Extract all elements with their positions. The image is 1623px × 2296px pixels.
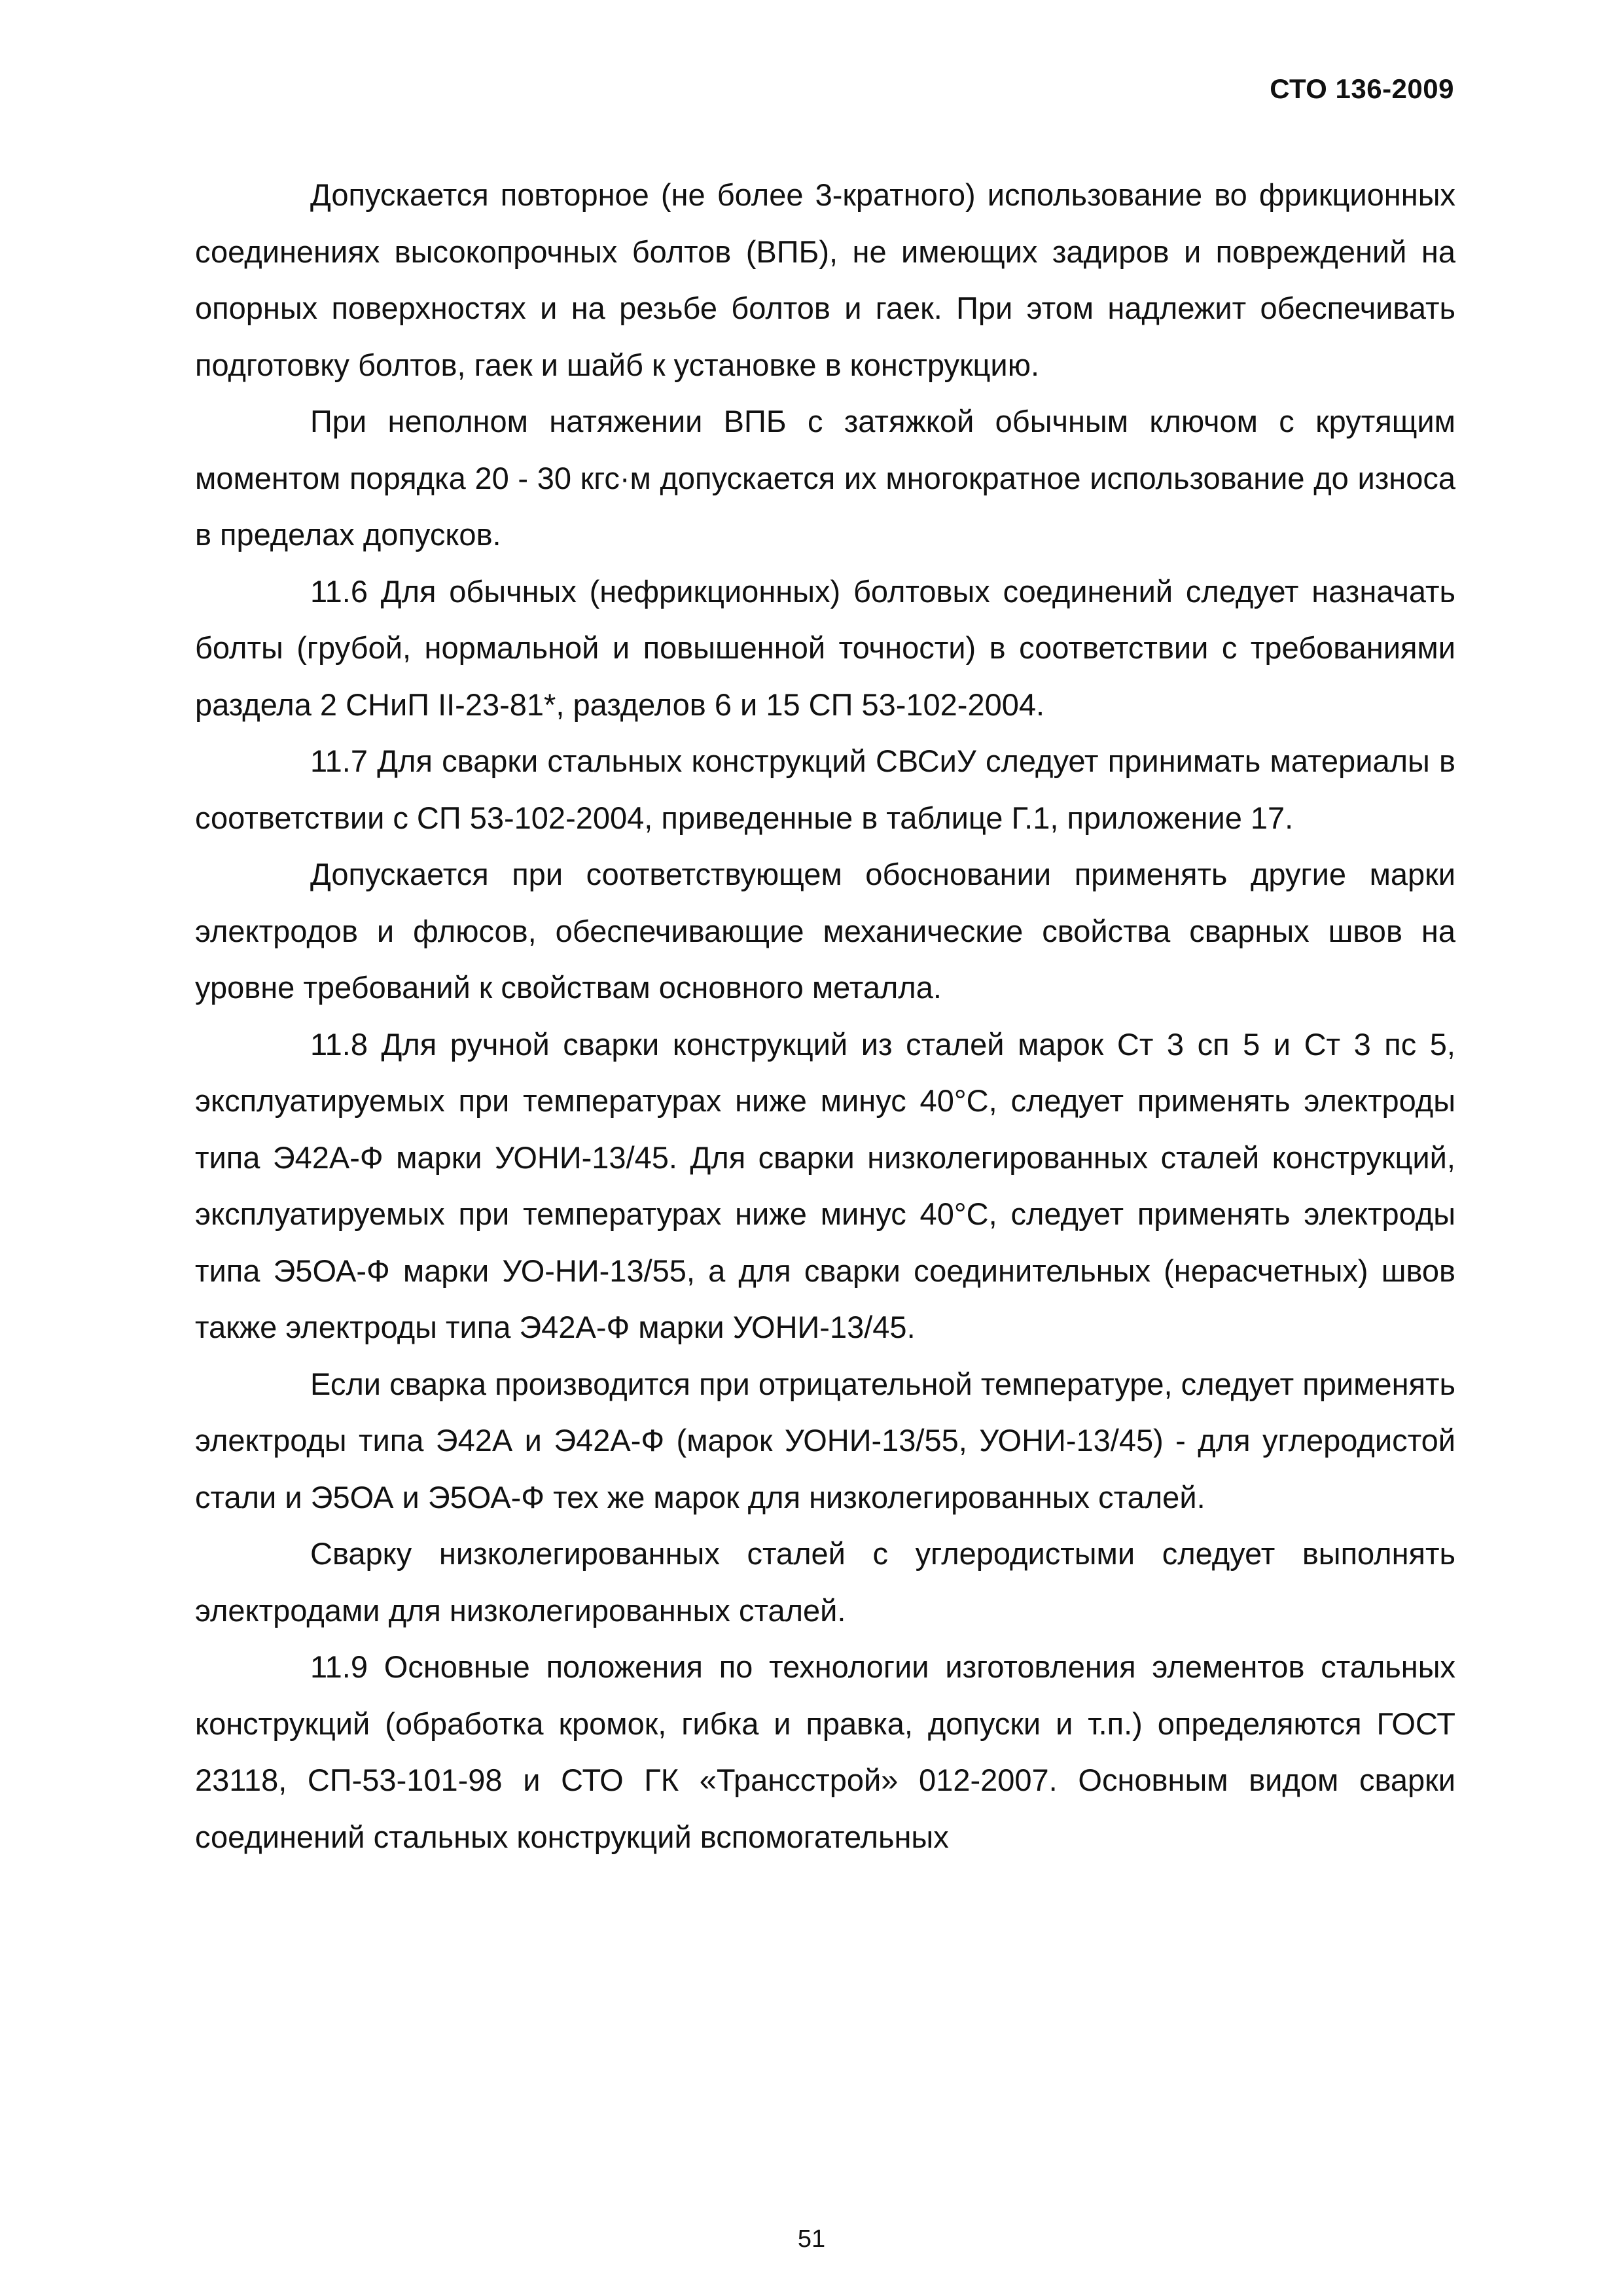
page-number: 51 xyxy=(797,2225,826,2253)
paragraph-mixed-steels: Сварку низколегированных сталей с углеродистыми следует выполнять электродами для низколегированных сталей. xyxy=(195,1536,1455,1628)
paragraph-negative-temperature: Если сварка производится при отрицательной температуре, следует применять электроды типа Э42А и Э42А-Ф (марок УОНИ-13/55, УОНИ-13/45) - для углеродистой стали и Э5ОА и Э5ОА-Ф тех же марок для низколегированных сталей. xyxy=(195,1366,1455,1515)
paragraph-11-6: 11.6 Для обычных (нефрикционных) болтовых соединений следует назначать болты (грубой, нормальной и повышенной точности) в соответствии с требованиями раздела 2 СНиП II-23-81*, разделов 6 и 15 СП 53-102-2004. xyxy=(195,573,1455,722)
paragraph-11-8: 11.8 Для ручной сварки конструкций из сталей марок Ст 3 сп 5 и Ст 3 пс 5, эксплуатируемых при температурах ниже минус 40°С, следует применять электроды типа Э42А-Ф марки УОНИ-13/45. Для сварки низколегированных сталей конструкций, эксплуатируемых при температурах ниже минус 40°С, следует применять электроды типа Э5ОА-Ф марки УО-НИ-13/55, а для сварки соединительных (нерасчетных) швов также электроды типа Э42А-Ф марки УОНИ-13/45. xyxy=(195,1026,1455,1344)
document-body xyxy=(195,167,1455,1865)
paragraph-11-7: 11.7 Для сварки стальных конструкций СВСиУ следует принимать материалы в соответствии с СП 53-102-2004, приведенные в таблице Г.1, приложение 17. xyxy=(195,744,1455,835)
paragraph-11-9: 11.9 Основные положения по технологии изготовления элементов стальных конструкций (обработка кромок, гибка и правка, допуски и т.п.) определяются ГОСТ 23118, СП-53-101-98 и СТО ГК «Трансстрой» 012-2007. Основным видом сварки соединений стальных конструкций вспомогательных xyxy=(195,1649,1455,1854)
document-code: СТО 136-2009 xyxy=(1270,73,1454,104)
paragraph-other-electrodes: Допускается при соответствующем обосновании применять другие марки электродов и флюсов, обеспечивающие механические свойства сварных швов на уровне требований к свойствам основного металла. xyxy=(195,857,1455,1005)
paragraph-partial-tension: При неполном натяжении ВПБ с затяжкой обычным ключом с крутящим моментом порядка 20 - 30 кгс·м допускается их многократное использование до износа в пределах допусков. xyxy=(195,404,1455,552)
paragraph-reuse-hsb: Допускается повторное (не более 3-кратного) использование во фрикционных соединениях высокопрочных болтов (ВПБ), не имеющих задиров и повреждений на опорных поверхностях и на резьбе болтов и гаек. При этом надлежит обеспечивать подготовку болтов, гаек и шайб к установке в конструкцию. xyxy=(195,177,1455,382)
